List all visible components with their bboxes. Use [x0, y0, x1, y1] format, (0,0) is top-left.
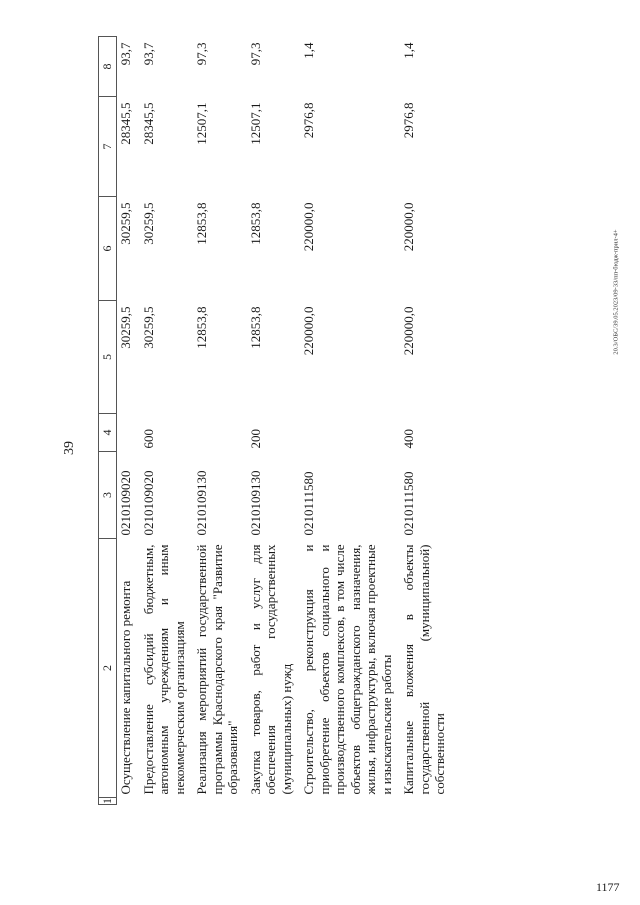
row-name: Осуществление капитального ремонта: [118, 580, 133, 795]
row-name: Закупка товаров, работ и услуг для обеспечения государственных (муниципальных) нужд: [247, 544, 294, 795]
table-row: [300, 37, 400, 805]
row-value-6: 30259,5: [140, 202, 156, 245]
row-type: 200: [247, 429, 263, 449]
row-value-8: 97,3: [247, 42, 263, 66]
page-number: 1177: [596, 880, 620, 894]
row-value-7: 2976,8: [401, 102, 416, 139]
row-type: [300, 414, 400, 452]
row-value-6: 12853,8: [194, 202, 209, 245]
row-code: 0210109130: [194, 470, 209, 536]
stamp-text: 20.3/ОБС/39.05.2023/09-33/пп-бюдж-прил-4+: [612, 229, 620, 355]
row-type: [193, 414, 247, 452]
col-header-1: 1: [99, 798, 117, 805]
row-type: 400: [401, 429, 416, 449]
row-value-5: 12853,8: [194, 306, 209, 349]
table-row: [400, 37, 454, 805]
row-value-5: 30259,5: [118, 306, 133, 349]
row-value-7: 12507,1: [247, 102, 263, 145]
row-name: Реализация мероприятий государственной программы Краснодарского края "Развитие образования": [194, 544, 240, 795]
col-header-2: 2: [99, 539, 117, 798]
row-code: 0210109130: [247, 470, 263, 536]
row-value-7: 28345,5: [140, 102, 156, 145]
row-name: Строительство, реконструкция и приобретение объектов социального и производственного комплексов, в том числе объектов общегражданского назначения, жилья, инфраструктуры, включая проектные и изыскательские работы: [301, 544, 394, 795]
col-header-3: 3: [99, 452, 117, 539]
row-value-5: 220000,0: [401, 306, 416, 356]
row-value-8: 1,4: [401, 42, 416, 59]
table-row: [193, 37, 247, 805]
row-code: 0210109020: [118, 470, 133, 536]
col-header-6: 6: [99, 197, 117, 301]
row-value-7: 12507,1: [194, 102, 209, 145]
row-value-6: 12853,8: [247, 202, 263, 245]
col-header-8: 8: [99, 37, 117, 97]
table-row: [247, 37, 301, 805]
row-value-8: 97,3: [194, 42, 209, 66]
row-code: 0210111580: [301, 471, 316, 536]
row-value-8: 93,7: [140, 42, 156, 66]
row-value-8: 1,4: [301, 42, 316, 59]
table-row: [117, 37, 140, 805]
col-header-5: 5: [99, 301, 117, 414]
row-code: 0210109020: [140, 470, 156, 536]
row-value-7: 2976,8: [301, 102, 316, 139]
table-row: [140, 37, 194, 805]
row-type: [117, 414, 140, 452]
budget-table: [98, 36, 454, 805]
row-value-5: 12853,8: [247, 306, 263, 349]
sheet-number: 39: [62, 441, 77, 455]
col-header-4: 4: [99, 414, 117, 452]
row-name: Капитальные вложения в объекты государственной (муниципальной) собственности: [401, 544, 447, 795]
row-value-6: 220000,0: [301, 202, 316, 252]
row-value-8: 93,7: [118, 42, 133, 66]
row-value-5: 30259,5: [140, 306, 156, 349]
row-type: 600: [140, 429, 156, 449]
row-value-6: 220000,0: [401, 202, 416, 252]
row-code: 0210111580: [401, 471, 416, 536]
row-value-5: 220000,0: [301, 306, 316, 356]
col-header-7: 7: [99, 97, 117, 197]
row-name: Предоставление субсидий бюджетным, автономным учреждениям и иным некоммерческим организациям: [140, 544, 187, 795]
header-row: [99, 37, 117, 805]
row-value-6: 30259,5: [118, 202, 133, 245]
row-value-7: 28345,5: [118, 102, 133, 145]
